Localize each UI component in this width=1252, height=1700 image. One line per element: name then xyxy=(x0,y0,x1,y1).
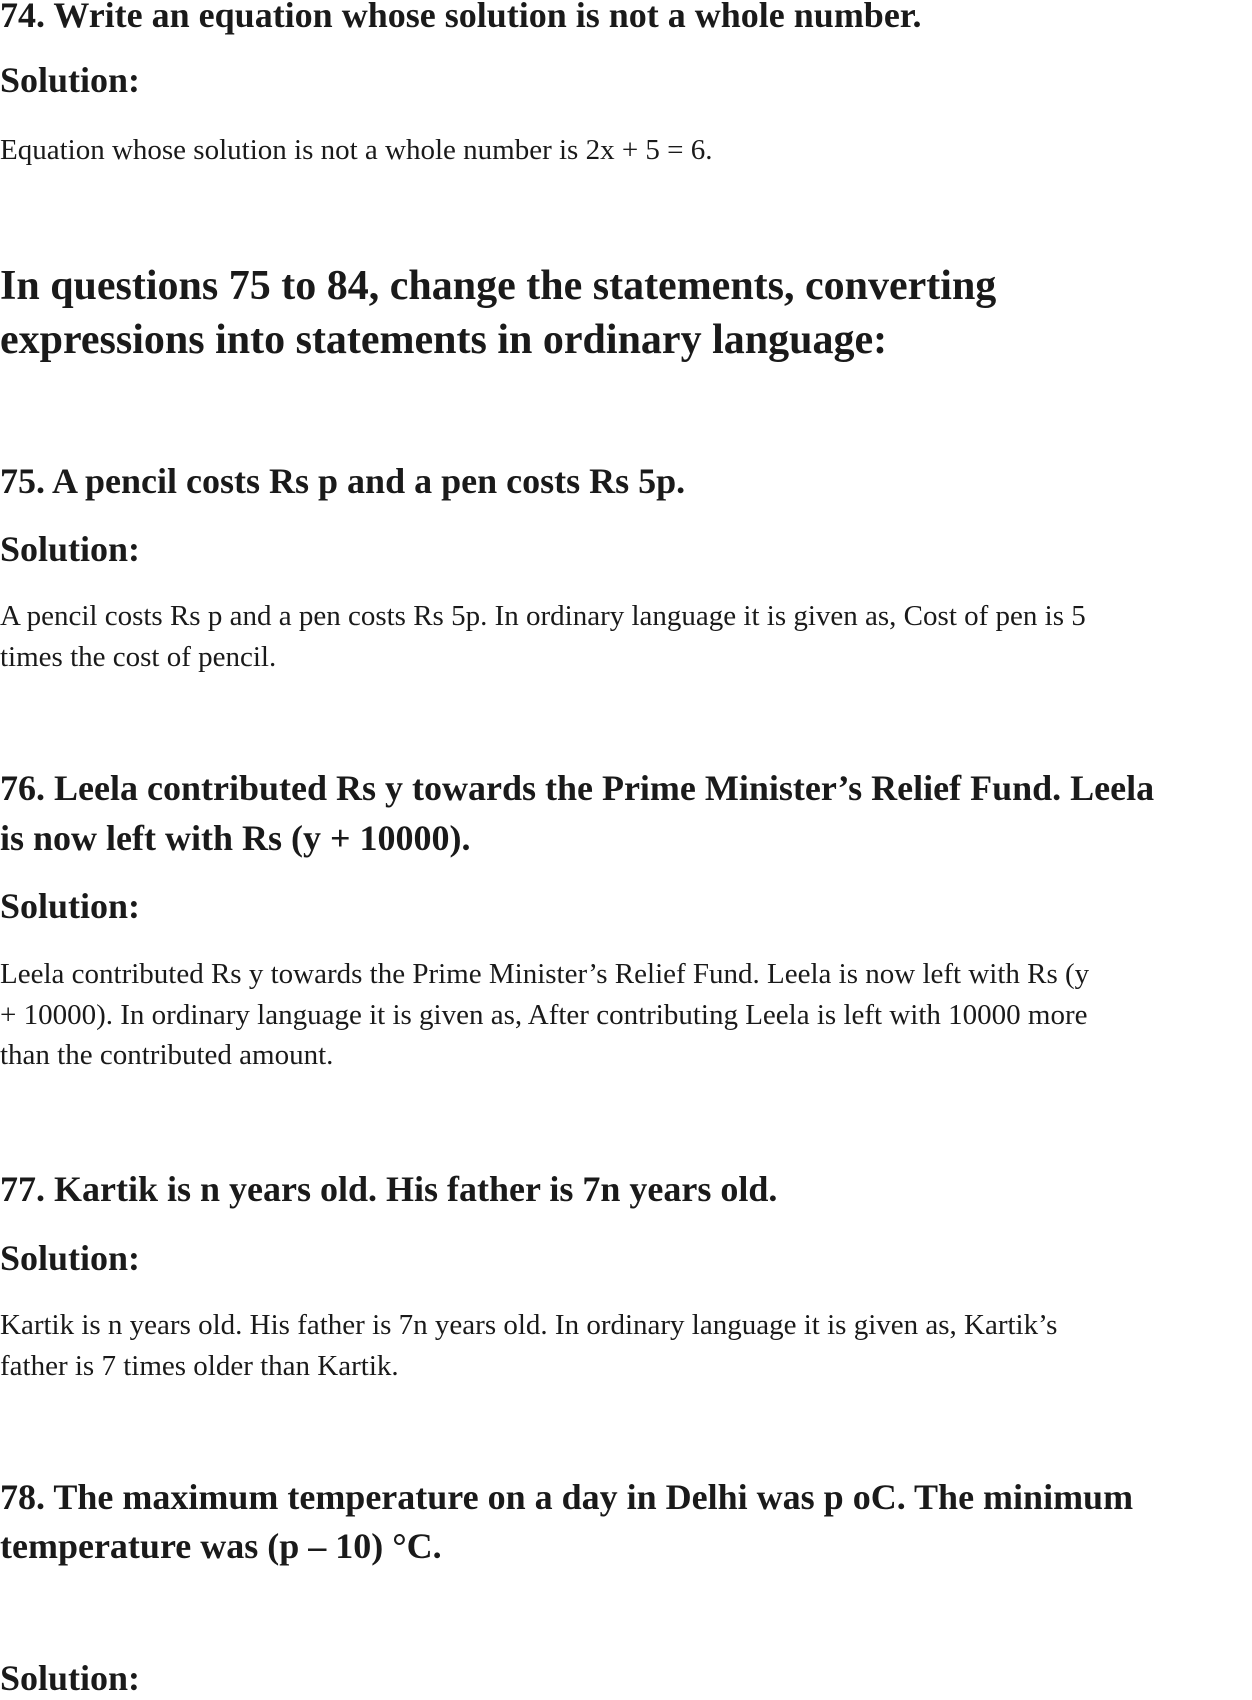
answer-75-line-2: times the cost of pencil. xyxy=(0,641,277,673)
section-heading-line-2: expressions into statements in ordinary language: xyxy=(0,317,888,363)
question-76-line-2: is now left with Rs (y + 10000). xyxy=(0,818,471,858)
answer-74: Equation whose solution is not a whole number is 2x + 5 = 6. xyxy=(0,134,713,166)
question-75: 75. A pencil costs Rs p and a pen costs Rs 5p. xyxy=(0,461,686,501)
solution-label-76: Solution: xyxy=(0,886,141,926)
solution-label-77: Solution: xyxy=(0,1238,141,1278)
answer-76-line-2: + 10000). In ordinary language it is given as, After contributing Leela is left with 10000 more xyxy=(0,999,1088,1031)
section-heading-line-1: In questions 75 to 84, change the statements, converting xyxy=(0,263,997,309)
question-76-line-1: 76. Leela contributed Rs y towards the Prime Minister’s Relief Fund. Leela xyxy=(0,768,1155,808)
question-78-line-2: temperature was (p – 10) °C. xyxy=(0,1526,442,1566)
answer-76-line-3: than the contributed amount. xyxy=(0,1039,334,1071)
answer-77-line-2: father is 7 times older than Kartik. xyxy=(0,1350,399,1382)
solution-label-78: Solution: xyxy=(0,1658,141,1698)
question-78-line-1: 78. The maximum temperature on a day in Delhi was p oC. The minimum xyxy=(0,1477,1134,1517)
question-77: 77. Kartik is n years old. His father is 7n years old. xyxy=(0,1169,778,1209)
question-74: 74. Write an equation whose solution is not a whole number. xyxy=(0,0,922,35)
solution-label-74: Solution: xyxy=(0,60,141,100)
solution-label-75: Solution: xyxy=(0,529,141,569)
answer-76-line-1: Leela contributed Rs y towards the Prime Minister’s Relief Fund. Leela is now left with Rs (y xyxy=(0,958,1090,990)
answer-77-line-1: Kartik is n years old. His father is 7n years old. In ordinary language it is given as, Kartik’s xyxy=(0,1309,1058,1341)
answer-75-line-1: A pencil costs Rs p and a pen costs Rs 5p. In ordinary language it is given as, Cost of pen is 5 xyxy=(0,600,1086,632)
